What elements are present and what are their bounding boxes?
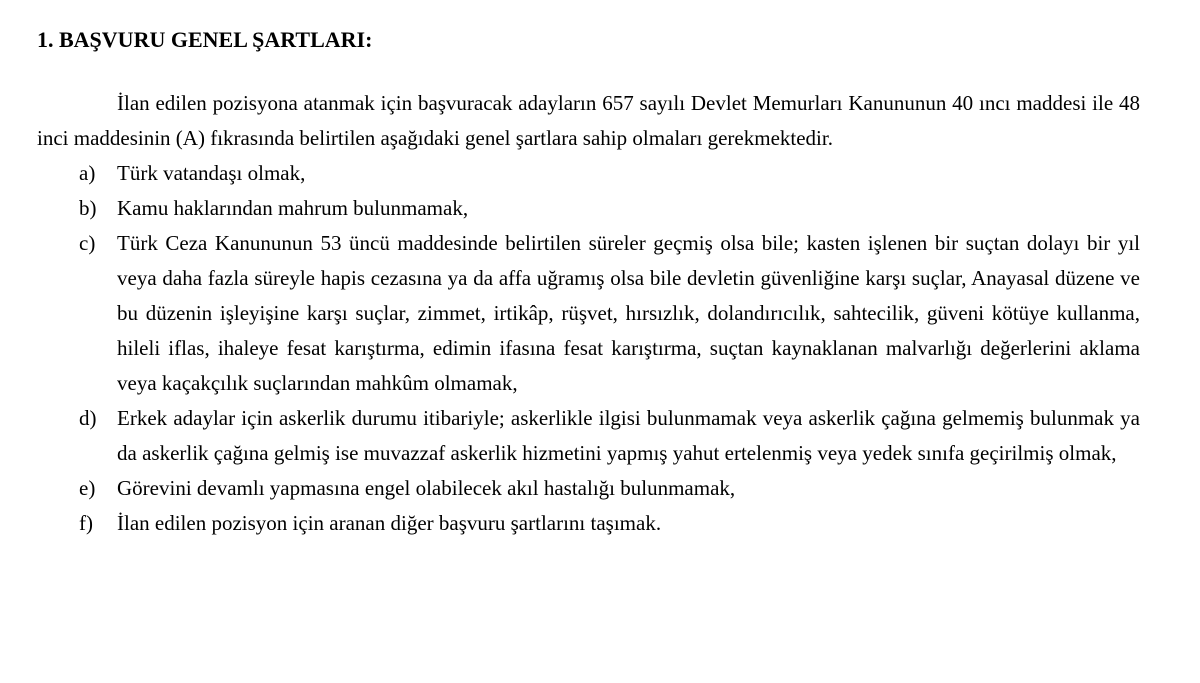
list-item-text: Türk vatandaşı olmak, bbox=[117, 161, 306, 185]
list-item-e bbox=[37, 471, 1140, 506]
list-item-text: Erkek adaylar için askerlik durumu itibariyle; askerlikle ilgisi bulunmamak veya askerlik çağına gelmemiş bulunmak ya da askerlik çağına gelmiş ise muvazzaf askerlik hizmetini yapmış yahut ertelenmiş veya yedek sınıfa geçirilmiş olmak, bbox=[117, 406, 1140, 465]
list-item-text: Türk Ceza Kanununun 53 üncü maddesinde belirtilen süreler geçmiş olsa bile; kasten işlenen bir suçtan dolayı bir yıl veya daha fazla süreyle hapis cezasına ya da affa uğramış olsa bile devletin güvenliğine karşı suçlar, Anayasal düzene ve bu düzenin işleyişine karşı suçlar, zimmet, irtikâp, rüşvet, hırsızlık, dolandırıcılık, sahtecilik, güveni kötüye kullanma, hileli iflas, ihaleye fesat karıştırma, edimin ifasına fesat karıştırma, suçtan kaynaklanan malvarlığı değerlerini aklama veya kaçakçılık suçlarından mahkûm olmamak, bbox=[117, 231, 1140, 395]
list-item-text: Görevini devamlı yapmasına engel olabilecek akıl hastalığı bulunmamak, bbox=[117, 476, 736, 500]
intro-paragraph: İlan edilen pozisyona atanmak için başvuracak adayların 657 sayılı Devlet Memurları Kanununun 40 ıncı maddesi ile 48 inci maddesinin (A) fıkrasında belirtilen aşağıdaki genel şartlara sahip olmaları gerekmektedir. bbox=[37, 91, 1140, 150]
section-heading: 1. BAŞVURU GENEL ŞARTLARI: bbox=[37, 27, 373, 52]
requirements-list bbox=[37, 156, 1140, 541]
list-marker: c) bbox=[79, 231, 96, 255]
list-item-f bbox=[37, 506, 1140, 541]
list-item-d bbox=[37, 401, 1140, 471]
section-body bbox=[37, 86, 1140, 541]
list-marker: d) bbox=[79, 406, 97, 430]
list-marker: f) bbox=[79, 511, 93, 535]
list-item-text: Kamu haklarından mahrum bulunmamak, bbox=[117, 196, 469, 220]
list-item-text: İlan edilen pozisyon için aranan diğer başvuru şartlarını taşımak. bbox=[117, 511, 662, 535]
list-item-c bbox=[37, 226, 1140, 401]
list-item-b bbox=[37, 191, 1140, 226]
list-marker: a) bbox=[79, 161, 96, 185]
list-marker: b) bbox=[79, 196, 97, 220]
list-marker: e) bbox=[79, 476, 96, 500]
list-item-a bbox=[37, 156, 1140, 191]
